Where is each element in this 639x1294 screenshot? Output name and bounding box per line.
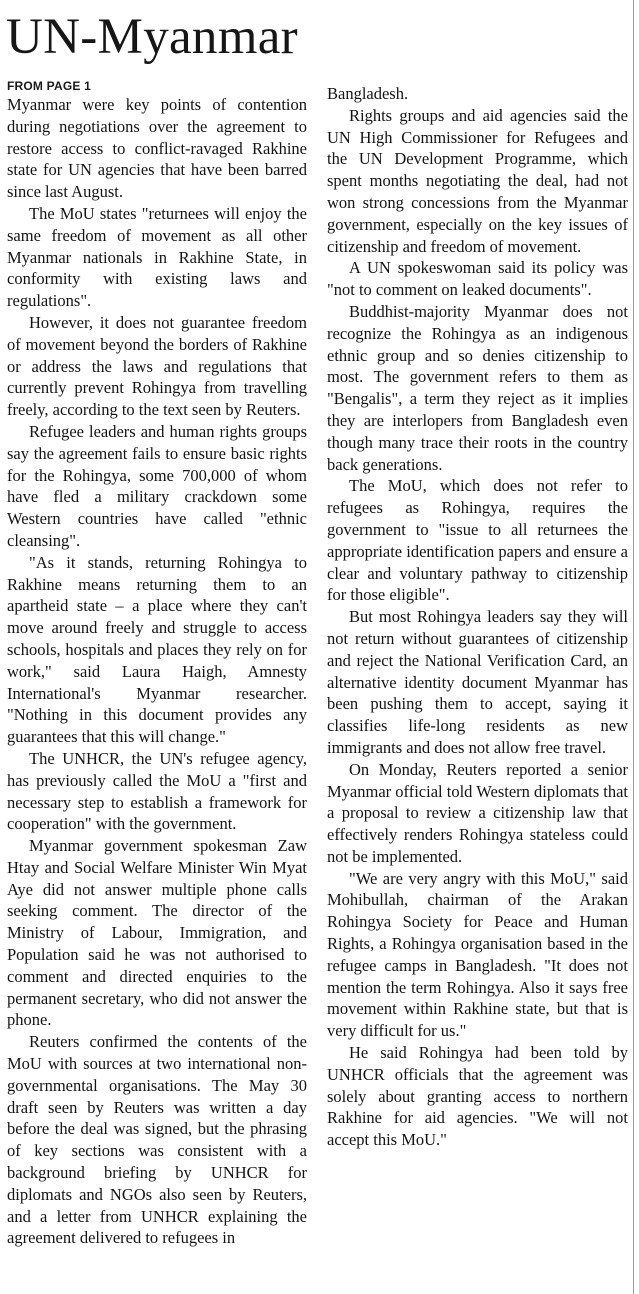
paragraph: Myanmar government spokesman Zaw Htay and Social Welfare Minister Win Myat Aye did not answer multiple phone calls seeking comment. The director of the Ministry of Labour, Immigration, and Population said he was not authorised to comment and directed enquiries to the permanent secretary, who did not answer the phone.	[7, 836, 307, 1030]
paragraph: The MoU states "returnees will enjoy the same freedom of movement as all other Myanmar nationals in Rakhine State, in conformity with existing laws and regulations".	[7, 203, 307, 311]
paragraph: Rights groups and aid agencies said the UN High Commissioner for Refugees and the UN Development Programme, which spent months negotiating the deal, had not won strong concessions from the Myanmar government, especially on the key issues of citizenship and freedom of movement.	[327, 105, 628, 256]
paragraph: Buddhist-majority Myanmar does not recognize the Rohingya as an indigenous ethnic group and so denies citizenship to most. The government refers to them as "Bengalis", a term they reject as it implies they are interlopers from Bangladesh even though many trace their roots in the country back generations.	[327, 301, 628, 474]
paragraph-continuation: Bangladesh.	[327, 84, 409, 103]
paragraph: Refugee leaders and human rights groups say the agreement fails to ensure basic rights for the Rohingya, some 700,000 of whom have fled a military crackdown some Western countries have called "ethnic cleansing".	[7, 421, 307, 550]
paragraph: He said Rohingya had been told by UNHCR officials that the agreement was solely about granting access to northern Rakhine for aid agencies. "We will not accept this MoU."	[327, 1043, 628, 1150]
headline: UN-Myanmar	[6, 9, 298, 65]
paragraph: "As it stands, returning Rohingya to Rakhine means returning them to an apartheid state – a place where they can't move around freely and struggle to access schools, hospitals and places they rely on for work," said Laura Haigh, Amnesty International's Myanmar researcher. "Nothing in this document provides any guarantees that this will change."	[7, 552, 307, 747]
paragraph: The UNHCR, the UN's refugee agency, has previously called the MoU a "first and necessary step to establish a framework for cooperation" with the government.	[7, 748, 307, 834]
paragraph: Reuters confirmed the contents of the MoU with sources at two international non-governmental organisations. The May 30 draft seen by Reuters was written a day before the deal was signed, but the phrasing of key sections was consistent with a background briefing by UNHCR for diplomats and NGOs also seen by Reuters, and a letter from UNHCR explaining the agreement delivered to refugees in	[7, 1032, 307, 1248]
column-rule	[633, 0, 634, 1294]
paragraph: The MoU, which does not refer to refugees as Rohingya, requires the government to "issue to all returnees the appropriate identification papers and ensure a clear and voluntary pathway to citizenship for those eligible".	[327, 476, 628, 605]
paragraph: But most Rohingya leaders say they will not return without guarantees of citizenship and reject the National Verification Card, an alternative identity document Myanmar has been pushing them to accept, saying it classifies life-long residents as new immigrants and does not allow free travel.	[327, 607, 628, 757]
article-column-right	[327, 83, 628, 1151]
jump-label: FROM PAGE 1	[7, 79, 91, 93]
paragraph: A UN spokeswoman said its policy was "not to comment on leaked documents".	[327, 258, 628, 300]
paragraph: Myanmar were key points of contention during negotiations over the agreement to restore access to conflict-ravaged Rakhine state for UN agencies that have been barred since last August.	[7, 95, 307, 202]
paragraph: "We are very angry with this MoU," said Mohibullah, chairman of the Arakan Rohingya Society for Peace and Human Rights, a Rohingya organisation based in the refugee camps in Bangladesh. "It does not mention the term Rohingya. Also it says free movement within Rakhine state, but that is very difficult for us."	[327, 868, 628, 1041]
paragraph: On Monday, Reuters reported a senior Myanmar official told Western diplomats that a proposal to review a citizenship law that effectively renders Rohingya stateless could not be implemented.	[327, 759, 628, 866]
paragraph: However, it does not guarantee freedom of movement beyond the borders of Rakhine or address the laws and regulations that currently prevent Rohingya from travelling freely, according to the text seen by Reuters.	[7, 312, 307, 420]
article-column-left	[7, 94, 307, 1249]
